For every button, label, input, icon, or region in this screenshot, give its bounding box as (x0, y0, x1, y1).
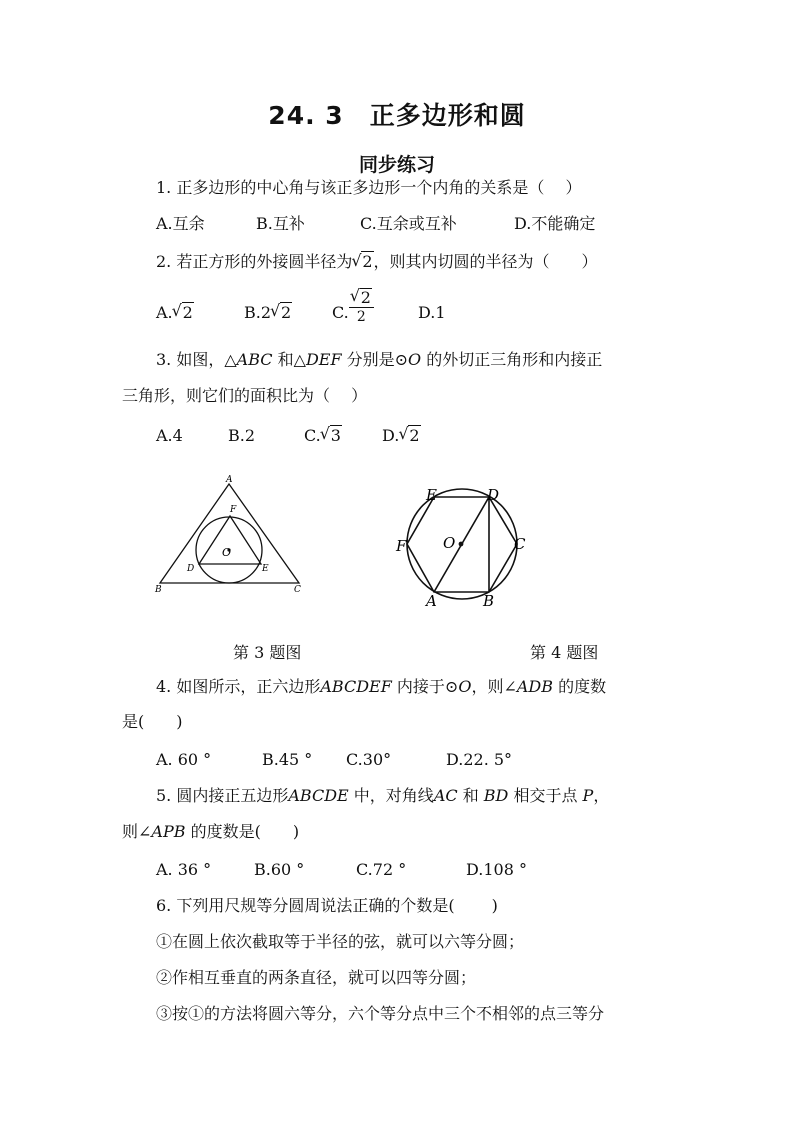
math-abc: ABC (236, 350, 273, 369)
q2-option-a-radicand: 2 (182, 302, 193, 322)
q2-option-d: D.1 (418, 302, 446, 322)
sqrt-symbol (351, 288, 372, 307)
text: 4. 如图所示，正六边形 (156, 677, 321, 696)
q3-option-c-label: C. (304, 426, 321, 445)
q6-stem: 6. 下列用尺规等分圆周说法正确的个数是( ) (156, 896, 498, 915)
q5-options (156, 860, 527, 880)
label-f: F (230, 505, 237, 515)
q2-option-b (244, 302, 332, 323)
math-o: O (408, 350, 422, 369)
q6-item-2: ②作相互垂直的两条直径，就可以四等分圆； (156, 968, 477, 987)
q4-stem-line2: 是( ) (122, 712, 183, 731)
math-ac: AC (433, 786, 458, 805)
label-c: C (294, 585, 301, 595)
q2-options (156, 288, 446, 326)
label-b: B (155, 585, 162, 595)
q4-stem-line1 (156, 677, 606, 697)
q5-option-d: D.108 ° (466, 860, 527, 879)
math-adb: ADB (516, 677, 554, 696)
q5-stem-line2 (122, 822, 299, 842)
subtitle: 同步练习 (358, 154, 435, 176)
q3-stem-line2: 三角形，则它们的面积比为（ ） (122, 386, 368, 405)
fraction-numerator (349, 288, 374, 308)
label-c: C (514, 535, 526, 553)
figure-3-diagram (150, 472, 310, 602)
q4-option-c: C.30° (346, 750, 392, 769)
label-o: O (443, 534, 456, 552)
q4-option-d: D.22. 5° (446, 750, 513, 769)
q2-option-c (332, 288, 418, 326)
figure-4-caption: 第 4 题图 (530, 643, 599, 662)
page-title (0, 96, 794, 132)
label-e: E (426, 486, 437, 504)
q1-stem: 1. 正多边形的中心角与该正多边形一个内角的关系是（ ） (156, 178, 582, 197)
math-bd: BD (478, 786, 509, 805)
q2-radicand: 2 (362, 252, 373, 271)
text: ， (593, 786, 610, 805)
q2-option-c-label: C. (332, 302, 349, 322)
label-o: O (222, 546, 232, 559)
text: 则∠ (122, 822, 152, 841)
q3-option-c (304, 425, 382, 446)
q2-stem (156, 252, 598, 272)
q3-option-a: A.4 (156, 426, 183, 445)
fraction-denominator: 2 (356, 309, 366, 325)
figure-4-diagram (392, 482, 542, 612)
section-number: 24. 3 (268, 101, 344, 130)
math-apb: APB (151, 822, 186, 841)
label-d: D (487, 486, 500, 504)
text: 分别是⊙ (341, 350, 409, 369)
q2-option-a (156, 302, 244, 323)
label-d: D (187, 564, 195, 574)
text: 5. 圆内接正五边形 (156, 786, 289, 805)
q5-option-c: C.72 ° (356, 860, 407, 879)
q4-option-a: A. 60 ° (156, 750, 212, 769)
q6-item-3: ③按①的方法将圆六等分，六个等分点中三个不相邻的点三等分 (156, 1004, 605, 1023)
label-a: A (426, 592, 437, 610)
text: 的度数是( ) (185, 822, 300, 841)
q1-option-d: D.不能确定 (514, 214, 596, 233)
q3-stem-line1 (156, 350, 602, 370)
label-b: B (483, 592, 495, 610)
text: 3. 如图，△ (156, 350, 237, 369)
math-abcde: ABCDE (288, 786, 349, 805)
q5-stem-line1 (156, 786, 609, 806)
q1-option-a: A.互余 (156, 214, 205, 233)
label-f: F (396, 537, 407, 555)
sqrt-symbol (352, 252, 373, 272)
section-title: 正多边形和圆 (369, 101, 526, 130)
label-e: E (262, 564, 269, 574)
label-a: A (226, 475, 233, 485)
sqrt-symbol (321, 425, 342, 446)
q1-options (156, 214, 595, 234)
q3-option-b: B.2 (228, 426, 256, 445)
text: 的外切正三角形和内接正 (421, 350, 603, 369)
q3-option-d (382, 425, 421, 446)
text: 的度数 (553, 677, 607, 696)
q4-option-b: B.45 ° (262, 750, 313, 769)
q5-option-b: B.60 ° (254, 860, 305, 879)
q3-option-c-radicand: 3 (330, 426, 341, 445)
q2-option-a-label: A. (156, 302, 173, 322)
q2-option-b-radicand: 2 (281, 302, 292, 322)
q2-option-b-label: B.2 (244, 302, 272, 322)
q2-fraction (349, 288, 374, 326)
q5-option-a: A. 36 ° (156, 860, 212, 879)
text: 和△ (272, 350, 306, 369)
q1-option-b: B.互补 (256, 214, 305, 233)
text: 内接于⊙ (391, 677, 459, 696)
q3-option-d-radicand: 2 (409, 426, 420, 445)
q1-option-c: C.互余或互补 (360, 214, 457, 233)
q2-option-c-radicand: 2 (360, 288, 371, 307)
q3-option-d-label: D. (382, 426, 400, 445)
q2-stem-text: 2. 若正方形的外接圆半径为 (156, 252, 353, 271)
math-p: P (577, 786, 594, 805)
q2-stem-tail: ，则其内切圆的半径为（ ） (373, 252, 598, 271)
q4-options (156, 750, 512, 770)
q3-options (156, 425, 421, 446)
text: 和 (457, 786, 479, 805)
sqrt-symbol (399, 425, 420, 446)
sqrt-symbol (271, 302, 292, 323)
math-o: O (458, 677, 472, 696)
text: 中，对角线 (348, 786, 434, 805)
sqrt-symbol (173, 302, 194, 323)
math-def: DEF (305, 350, 342, 369)
text: 相交于点 (508, 786, 578, 805)
math-abcdef: ABCDEF (320, 677, 392, 696)
outer-triangle (160, 484, 299, 583)
center-point (459, 542, 464, 547)
q6-item-1: ①在圆上依次截取等于半径的弦，就可以六等分圆； (156, 932, 525, 951)
text: ，则∠ (471, 677, 517, 696)
figure-3-caption: 第 3 题图 (233, 643, 302, 662)
